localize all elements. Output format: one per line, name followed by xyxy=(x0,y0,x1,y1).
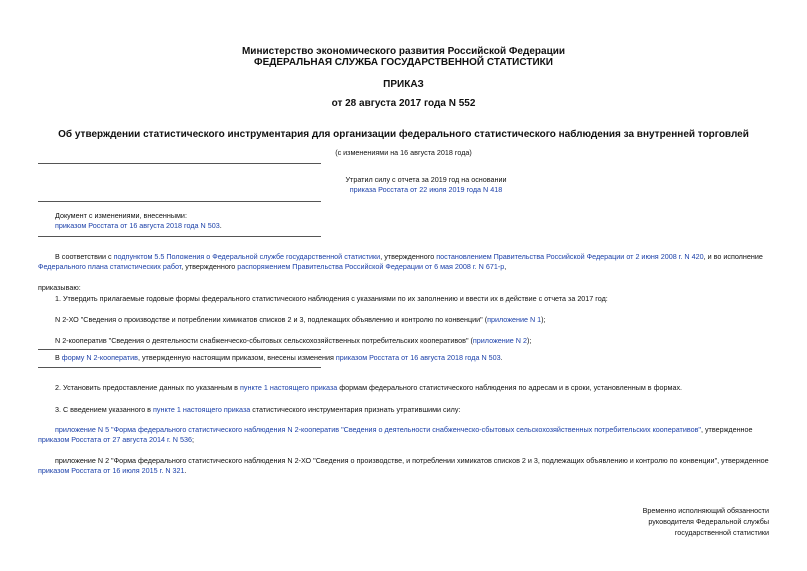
change-note-order-link[interactable]: приказом Росстата от 16 августа 2018 года N 503 xyxy=(335,353,501,362)
annex-5-order-link[interactable]: приказом Росстата от 27 августа 2014 г. N 536 xyxy=(38,435,192,444)
item-1: 1. Утвердить прилагаемые годовые формы федерального статистического наблюдения с указаниями по их заполнению и ввести их в действие с отчета за 2017 год: xyxy=(55,294,608,303)
annex-5-tail: ; xyxy=(191,435,194,444)
signature-line-3: государственной статистики xyxy=(674,528,769,537)
form-2-annex-link[interactable]: приложение N 2 xyxy=(472,336,527,345)
amendments-label: Документ с изменениями, внесенными: xyxy=(55,211,187,220)
form-2-line xyxy=(55,336,531,345)
ministry-name: Министерство экономического развития Российской Федерации xyxy=(241,46,566,57)
preamble-text: , утвержденного xyxy=(181,262,238,271)
doc-title: Об утверждении статистического инструментария для организации федерального статистического наблюдения за внутренней торговлей xyxy=(58,129,749,140)
preamble-link-regulation[interactable]: подпунктом 5.5 Положения о Федеральной службе государственной статистики xyxy=(113,252,381,261)
change-note-text: . xyxy=(500,353,503,362)
annex-2-order-link[interactable]: приказом Росстата от 16 июля 2015 г. N 321 xyxy=(38,466,185,475)
preamble-text: , xyxy=(504,262,507,271)
form-1-annex-link[interactable]: приложение N 1 xyxy=(487,315,542,324)
divider xyxy=(38,367,321,368)
item-3 xyxy=(55,405,460,414)
preamble-text: , утвержденного xyxy=(380,252,437,261)
change-note xyxy=(55,353,503,362)
signature-line-2: руководителя Федеральной службы xyxy=(648,517,769,526)
service-name: ФЕДЕРАЛЬНАЯ СЛУЖБА ГОСУДАРСТВЕННОЙ СТАТИСТИКИ xyxy=(254,57,553,68)
preamble-line-1 xyxy=(55,252,763,261)
change-note-form-link[interactable]: форму N 2-кооператив xyxy=(61,353,138,362)
form-2-tail: ); xyxy=(526,336,532,345)
item-3-link[interactable]: пункте 1 настоящего приказа xyxy=(153,405,251,414)
validity-link[interactable]: приказа Росстата от 22 июля 2019 года N 418 xyxy=(349,185,503,194)
amendments-link[interactable]: приказом Росстата от 16 августа 2018 года N 503 xyxy=(55,221,220,230)
divider xyxy=(38,236,321,237)
divider xyxy=(38,349,321,350)
form-1-tail: ); xyxy=(541,315,546,324)
change-note-text: , утвержденную настоящим приказом, внесены изменения xyxy=(137,353,336,362)
amendments-tail: . xyxy=(219,221,222,230)
signature-line-1: Временно исполняющий обязанности xyxy=(642,506,769,515)
doc-type: ПРИКАЗ xyxy=(383,79,424,90)
form-1-line xyxy=(55,315,546,324)
divider xyxy=(38,201,321,202)
amendments-line xyxy=(55,221,222,230)
divider xyxy=(38,163,321,164)
preamble-line-2 xyxy=(38,262,506,271)
order-word: приказываю: xyxy=(38,283,81,292)
annex-5-line-2 xyxy=(38,435,194,444)
annex-2-line-2 xyxy=(38,466,187,475)
annex-2-line-1: приложение N 2 "Форма федерального статистического наблюдения N 2-ХО "Сведения о производстве, и потреблении химикатов списков 2 и 3, подлежащих объявлению и контролю по конвенции", утвержденное xyxy=(55,456,769,465)
annex-2-tail: . xyxy=(184,466,187,475)
preamble-text: В соответствии с xyxy=(55,252,114,261)
annex-5-text: , утвержденное xyxy=(700,425,753,434)
preamble-link-plan[interactable]: Федерального плана статистических работ xyxy=(38,262,182,271)
change-note-text: В xyxy=(55,353,62,362)
validity-note: Утратил силу с отчета за 2019 год на основании xyxy=(345,175,507,184)
item-2-text: формам федерального статистического наблюдения по адресам и в сроки, установленным в формах. xyxy=(337,383,683,392)
annex-5-line-1 xyxy=(55,425,753,434)
doc-date-number: от 28 августа 2017 года N 552 xyxy=(331,98,476,109)
preamble-link-decree[interactable]: постановлением Правительства Российской Федерации от 2 июня 2008 г. N 420 xyxy=(436,252,704,261)
item-3-text: статистического инструментария признать утратившими силу: xyxy=(250,405,461,414)
item-2 xyxy=(55,383,682,392)
form-2-text: N 2-кооператив "Сведения о деятельности снабженческо-сбытовых сельскохозяйственных потребительских кооперативов" ( xyxy=(55,336,473,345)
form-1-text: N 2-ХО "Сведения о производстве и потреблении химикатов списков 2 и 3, подлежащих объявлению и контролю по конвенции" ( xyxy=(55,315,488,324)
item-3-text: 3. С введением указанного в xyxy=(55,405,153,414)
preamble-text: , и во исполнение xyxy=(703,252,763,261)
item-2-link[interactable]: пункте 1 настоящего приказа xyxy=(240,383,338,392)
preamble-link-order[interactable]: распоряжением Правительства Российской Федерации от 6 мая 2008 г. N 671-р xyxy=(237,262,505,271)
annex-5-link[interactable]: приложение N 5 "Форма федерального статистического наблюдения N 2-кооператив "Сведения о деятельности снабженческо-сбытовых сельскохозяйственных потребительских кооперативов" xyxy=(55,425,701,434)
edition-note: (с изменениями на 16 августа 2018 года) xyxy=(335,148,472,157)
item-2-text: 2. Установить предоставление данных по указанным в xyxy=(55,383,240,392)
